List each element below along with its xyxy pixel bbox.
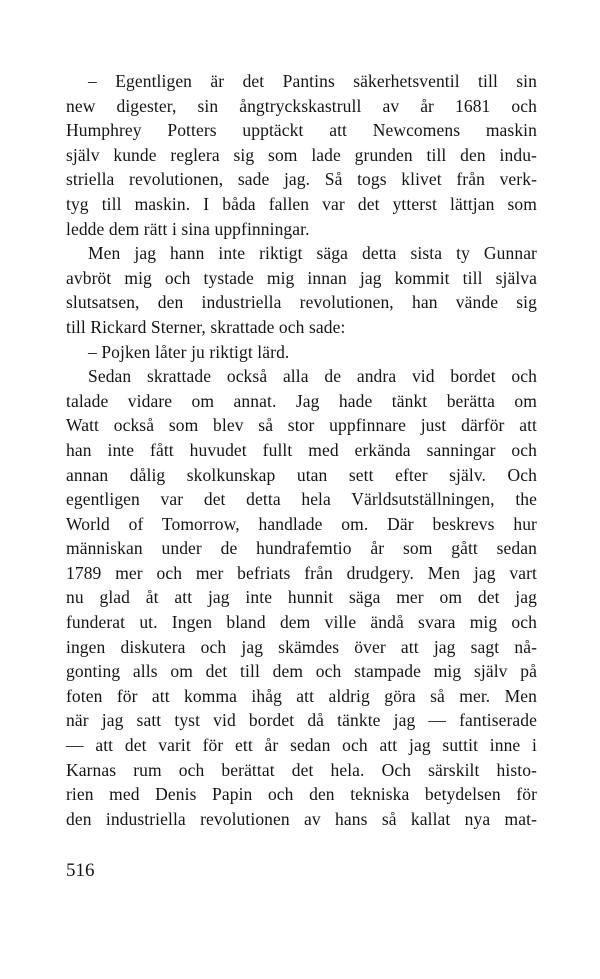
text-line: själv kunde reglera sig som lade grunden till den indu- <box>66 144 537 165</box>
paragraph <box>66 364 537 831</box>
paragraph <box>66 340 537 365</box>
text-line: Men jag hann inte riktigt säga detta sista ty Gunnar <box>88 243 537 264</box>
paragraph <box>66 241 537 339</box>
text-line: talade vidare om annat. Jag hade tänkt berätta om <box>66 390 537 411</box>
text-line: gonting alls om det till dem och stampade mig själv på <box>66 661 537 682</box>
text-line: när jag satt tyst vid bordet då tänkte jag — fantiserade <box>66 710 537 731</box>
text-line: han inte fått huvudet fullt med erkända sanningar och <box>66 439 537 460</box>
text-line: avbröt mig och tystade mig innan jag kommit till själva <box>66 267 537 288</box>
text-line: människan under de hundrafemtio år som gått sedan <box>66 538 537 559</box>
text-line: tyg till maskin. I båda fallen var det ytterst lättjan som <box>66 193 537 214</box>
text-line: — att det varit för ett år sedan och att jag suttit inne i <box>66 735 537 756</box>
text-line: nu glad åt att jag inte hunnit säga mer om det jag <box>66 587 537 608</box>
text-line: Humphrey Potters upptäckt att Newcomens maskin <box>66 120 537 141</box>
text-line: Watt också som blev så stor uppfinnare just därför att <box>66 415 537 436</box>
text-line: till Rickard Sterner, skrattade och sade: <box>66 316 346 337</box>
text-line: annan dålig skolkunskap utan sett efter själv. Och <box>66 464 537 485</box>
text-line: ingen diskutera och jag skämdes över att jag sagt nå- <box>66 636 537 657</box>
text-line: 1789 mer och mer befriats från drudgery. Men jag vart <box>66 562 537 583</box>
text-line: rien med Denis Papin och den tekniska betydelsen för <box>66 784 537 805</box>
text-line: – Egentligen är det Pantins säkerhetsventil till sin <box>88 71 537 91</box>
text-line: new digester, sin ångtryckskastrull av år 1681 och <box>66 95 537 116</box>
page-text-block <box>66 69 537 831</box>
text-line: World of Tomorrow, handlade om. Där beskrevs hur <box>66 513 537 534</box>
page-number: 516 <box>66 860 95 881</box>
text-line: Karnas rum och berättat det hela. Och särskilt histo- <box>66 759 537 780</box>
text-line: funderat ut. Ingen bland dem ville ändå svara mig och <box>66 612 537 633</box>
text-line: slutsatsen, den industriella revolutionen, han vände sig <box>66 292 537 313</box>
text-line: striella revolutionen, sade jag. Så togs klivet från verk- <box>66 169 537 190</box>
paragraph <box>66 69 537 241</box>
text-line: ledde dem rätt i sina uppfinningar. <box>66 218 310 239</box>
text-line: foten för att komma ihåg att aldrig göra så mer. Men <box>66 685 537 706</box>
text-line: den industriella revolutionen av hans så kallat nya mat- <box>66 808 537 829</box>
text-line: – Pojken låter ju riktigt lärd. <box>88 341 290 362</box>
text-line: Sedan skrattade också alla de andra vid bordet och <box>88 366 537 387</box>
text-line: egentligen var det detta hela Världsutställningen, the <box>66 489 537 510</box>
